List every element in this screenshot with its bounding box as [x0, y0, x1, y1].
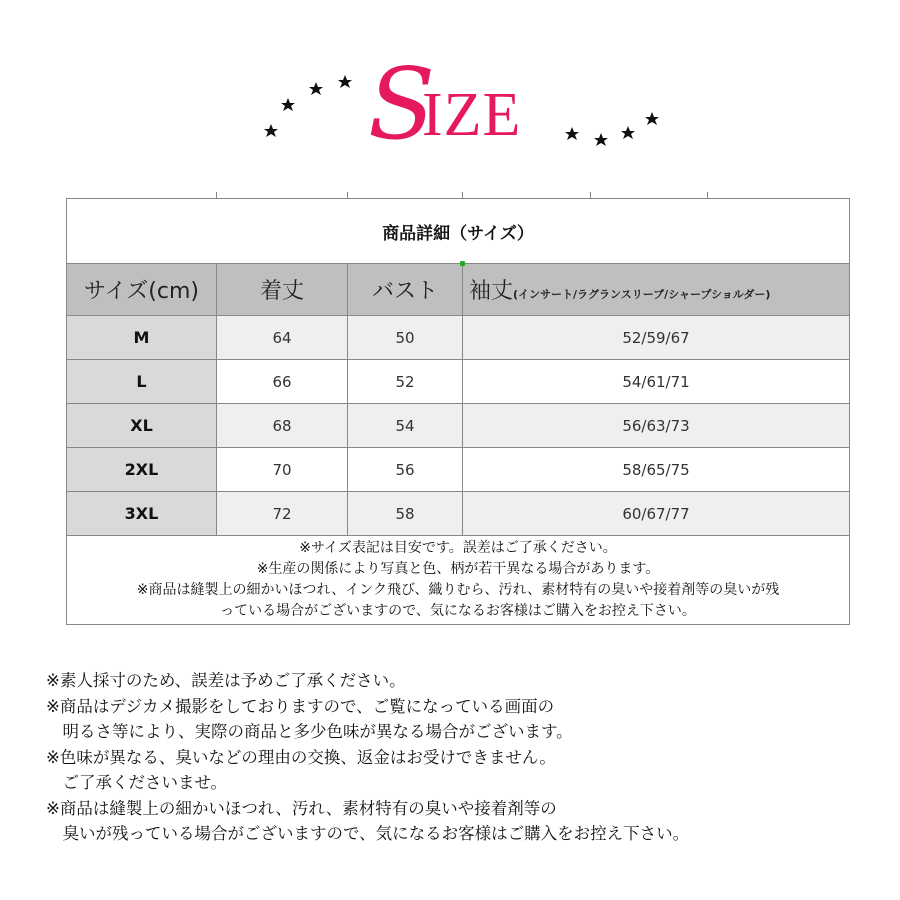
cell-length: 68 — [217, 404, 348, 448]
table-header-row — [67, 264, 850, 316]
cell-bust: 50 — [348, 316, 463, 360]
table-row — [67, 448, 850, 492]
cell-length: 70 — [217, 448, 348, 492]
bottom-note: ※商品は縫製上の細かいほつれ、汚れ、素材特有の臭いや接着剤等の — [46, 798, 557, 818]
cell-length: 66 — [217, 360, 348, 404]
table-note: ※サイズ表記は目安です。誤差はご了承ください。 — [299, 540, 617, 556]
star-icon — [594, 133, 608, 146]
size-table — [66, 198, 850, 625]
header-sleeve-label: 袖丈 — [469, 279, 514, 304]
table-row — [67, 316, 850, 360]
bottom-notes — [46, 668, 689, 847]
size-title-rest: IZE — [422, 81, 522, 149]
table-row — [67, 360, 850, 404]
cell-bust: 54 — [348, 404, 463, 448]
cell-bust: 56 — [348, 448, 463, 492]
star-icon — [281, 98, 295, 111]
cell-size: XL — [67, 404, 217, 448]
table-note: ※商品は縫製上の細かいほつれ、インク飛び、織りむら、汚れ、素材特有の臭いや接着剤等の臭いが残 — [136, 582, 780, 598]
table-row — [67, 404, 850, 448]
star-icon — [645, 112, 659, 125]
star-icon — [264, 124, 278, 137]
star-icon — [338, 75, 352, 88]
cell-length: 72 — [217, 492, 348, 536]
bottom-note: 臭いが残っている場合がございますので、気になるお客様はご購入をお控え下さい。 — [46, 824, 690, 843]
header-sleeve-note: (インサート/ラグランスリーブ/シャープショルダー) — [513, 288, 771, 301]
marker-dot — [460, 261, 465, 266]
table-caption: 商品詳細（サイズ） — [67, 199, 850, 264]
cell-length: 64 — [217, 316, 348, 360]
cell-sleeve: 60/67/77 — [463, 492, 850, 536]
table-note: ※生産の関係により写真と色、柄が若干異なる場合があります。 — [256, 561, 660, 577]
size-header — [0, 0, 900, 190]
cell-size: L — [67, 360, 217, 404]
cell-bust: 52 — [348, 360, 463, 404]
cell-sleeve: 56/63/73 — [463, 404, 850, 448]
table-note: っている場合がございますので、気になるお客様はご購入をお控え下さい。 — [220, 603, 696, 619]
cell-size: 2XL — [67, 448, 217, 492]
bottom-note: ご了承くださいませ。 — [46, 773, 228, 792]
cell-bust: 58 — [348, 492, 463, 536]
header-sleeve — [463, 264, 850, 316]
header-length: 着丈 — [217, 264, 348, 316]
star-icon — [565, 127, 579, 140]
bottom-note: ※色味が異なる、臭いなどの理由の交換、返金はお受けできません。 — [46, 747, 556, 767]
cell-sleeve: 58/65/75 — [463, 448, 850, 492]
bottom-note: ※素人採寸のため、誤差は予めご了承ください。 — [46, 671, 406, 690]
bottom-note: ※商品はデジカメ撮影をしておりますので、ご覧になっている画面の — [46, 696, 555, 716]
bottom-note: 明るさ等により、実際の商品と多少色味が異なる場合がございます。 — [46, 722, 573, 741]
size-title-initial: S — [368, 48, 436, 162]
table-row — [67, 492, 850, 536]
cell-size: 3XL — [67, 492, 217, 536]
cell-size: M — [67, 316, 217, 360]
cell-sleeve: 52/59/67 — [463, 316, 850, 360]
table-notes — [67, 536, 850, 625]
header-bust: バスト — [348, 264, 463, 316]
star-icon — [309, 82, 323, 95]
cell-sleeve: 54/61/71 — [463, 360, 850, 404]
header-size: サイズ(cm) — [67, 264, 217, 316]
star-icon — [621, 126, 635, 139]
